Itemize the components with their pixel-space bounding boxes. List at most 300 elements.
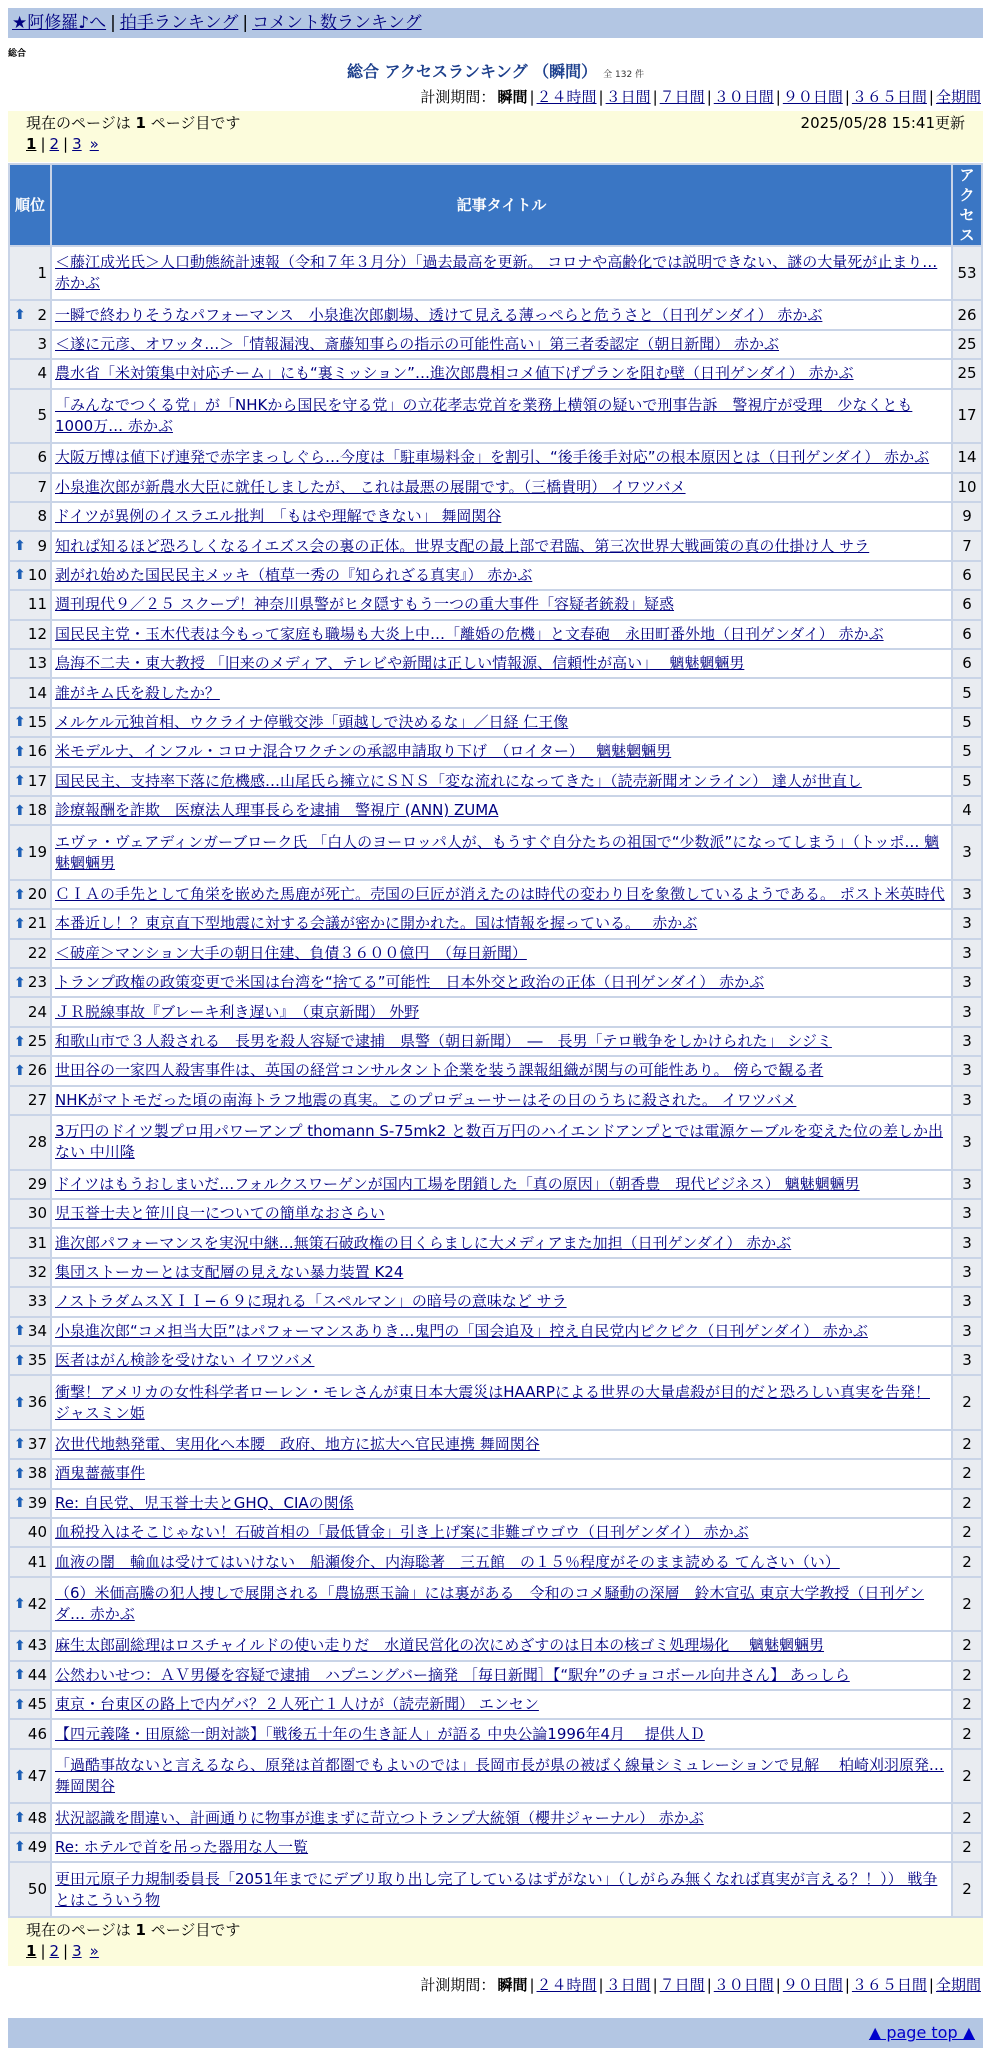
title-cell (52, 1057, 951, 1084)
table-row (10, 910, 981, 937)
rank-cell (10, 591, 50, 618)
article-title-link[interactable]: 公然わいせつ：ＡＶ男優を容疑で逮捕 ハプニングバー摘発 ［毎日新聞］【“駅弁”のチョコボール向井さん】 あっしら (55, 1665, 850, 1684)
title-cell (52, 1632, 951, 1659)
period-7d-link[interactable]: ７日間 (659, 1976, 705, 1994)
article-title-link[interactable]: メルケル元独首相、ウクライナ停戦交渉「頭越しで決めるな」／日経 仁王像 (55, 712, 569, 731)
rank-cell (10, 998, 50, 1025)
rank-up-arrow-icon: ⬆ (14, 567, 26, 584)
rank-number: 40 (27, 1523, 47, 1542)
rank-cell (10, 709, 50, 736)
access-count: 3 (953, 910, 981, 937)
rank-number: 2 (37, 305, 47, 324)
period-3d-link[interactable]: ３日間 (605, 1976, 651, 1994)
period-all-link[interactable]: 全期間 (935, 1976, 981, 1994)
period-all-link[interactable]: 全期間 (935, 88, 981, 106)
table-row (10, 1750, 981, 1802)
period-365d-link[interactable]: ３６５日間 (851, 1976, 927, 1994)
ranking-table (8, 163, 983, 1918)
article-title-link[interactable]: エヴァ・ヴェアディンガーブローク氏 「白人のヨーロッパ人が、もうすぐ自分たちの祖国で“少数派”になってしまう」（トッポ… 魑魅魍魎男 (55, 832, 940, 872)
title-cell (52, 1662, 951, 1689)
article-title-link[interactable]: 麻生太郎副総理はロスチャイルドの使い走りだ 水道民営化の次にめざすのは日本の核ゴミ処理場化 魑魅魍魎男 (55, 1636, 825, 1655)
title-cell (52, 390, 951, 442)
rank-up-arrow-icon: ⬆ (14, 307, 26, 324)
comment-ranking-link[interactable]: コメント数ランキング (252, 13, 422, 33)
access-count: 3 (953, 1057, 981, 1084)
rank-cell (10, 969, 50, 996)
access-count: 3 (953, 826, 981, 878)
access-count: 2 (953, 1863, 981, 1916)
title-cell (52, 503, 951, 530)
rank-number: 4 (37, 364, 47, 383)
article-title-link[interactable]: NHKがマトモだった頃の南海トラフ地震の真実。このプロデューサーはその日のうちに殺された。 イワツバメ (55, 1090, 797, 1109)
table-row (10, 1259, 981, 1286)
period-365d-link[interactable]: ３６５日間 (851, 88, 927, 106)
article-title-link[interactable]: 剥がれ始めた国民民主メッキ（植草一秀の『知られざる真実』） 赤かぶ (55, 565, 533, 584)
article-title-link[interactable]: ＜遂に元彦、オワッタ…＞「情報漏洩、斎藤知事らの指示の可能性高い」第三者委認定（朝日新聞） 赤かぶ (55, 335, 780, 354)
rank-cell (10, 532, 50, 559)
article-title-link[interactable]: ノストラダムスＸＩＩ−６９に現れる「スペルマン」の暗号の意味など サラ (55, 1292, 567, 1311)
article-title-link[interactable]: 米モデルナ、インフル・コロナ混合ワクチンの承認申請取り下げ （ロイター） 魑魅魍魎男 (55, 742, 672, 761)
article-title-link[interactable]: 大阪万博は値下げ連発で赤字まっしぐら…今度は「駐車場料金」を割引、“後手後手対応”の根本原因とは（日刊ゲンダイ） 赤かぶ (55, 448, 930, 467)
article-title-link[interactable]: 児玉誉士夫と笹川良一についての簡単なおさらい (55, 1204, 385, 1223)
table-row (10, 1632, 981, 1659)
rank-cell (10, 1662, 50, 1689)
article-title-link[interactable]: 知れば知るほど恐ろしくなるイエズス会の裏の正体。世界支配の最上部で君臨、第三次世界大戦画策の真の仕掛け人 サラ (55, 536, 870, 555)
title-cell (52, 1259, 951, 1286)
rank-number: 9 (37, 536, 47, 555)
ranking-heading (0, 59, 991, 82)
title-cell (52, 1288, 951, 1315)
title-cell (52, 1490, 951, 1517)
rank-number: 20 (27, 885, 47, 904)
period-90d-link[interactable]: ９０日間 (782, 1976, 843, 1994)
access-count: 3 (953, 1028, 981, 1055)
article-title-link[interactable]: ＪＲ脱線事故『ブレーキ利き遅い』 （東京新聞） 外野 (55, 1002, 420, 1021)
title-cell (52, 621, 951, 648)
article-title-link[interactable]: 【四元義隆・田原総一朗対談】「戦後五十年の生き証人」が語る 中央公論1996年4月 提供人Ｄ (55, 1724, 705, 1743)
period-24h-link[interactable]: ２４時間 (536, 1976, 597, 1994)
rank-number: 49 (27, 1837, 47, 1856)
rank-cell (10, 1490, 50, 1517)
table-row (10, 1691, 981, 1718)
title-cell (52, 331, 951, 358)
nav-separator: | (242, 13, 249, 33)
rank-number: 46 (27, 1724, 47, 1743)
rank-cell (10, 1347, 50, 1374)
page-separator: | (40, 135, 46, 153)
rank-up-arrow-icon: ⬆ (14, 1465, 26, 1482)
rank-up-arrow-icon: ⬆ (14, 1696, 26, 1713)
title-cell (52, 1578, 951, 1630)
title-cell (52, 910, 951, 937)
rank-up-arrow-icon: ⬆ (14, 773, 26, 790)
next-page-link[interactable]: » (89, 1942, 99, 1960)
period-label: 計測期間： (420, 1976, 496, 1994)
title-cell (52, 1229, 951, 1256)
access-count: 5 (953, 709, 981, 736)
table-row (10, 1229, 981, 1256)
table-row (10, 247, 981, 299)
period-3d-link[interactable]: ３日間 (605, 88, 651, 106)
rank-cell (10, 1691, 50, 1718)
rank-up-arrow-icon: ⬆ (14, 974, 26, 991)
table-row (10, 709, 981, 736)
rank-cell (10, 1578, 50, 1630)
access-count: 4 (953, 797, 981, 824)
rank-number: 18 (27, 801, 47, 820)
rank-cell (10, 1229, 50, 1256)
title-cell (52, 360, 951, 387)
rank-number: 1 (37, 263, 47, 282)
rank-number: 44 (27, 1665, 47, 1684)
rank-cell (10, 1288, 50, 1315)
title-cell (52, 940, 951, 967)
article-title-link[interactable]: 週刊現代９／２５ スクープ！神奈川県警がヒタ隠すもう一つの重大事件「容疑者銃殺」疑惑 (55, 595, 675, 614)
article-title-link[interactable]: 集団ストーカーとは支配層の見えない暴力装置 K24 (55, 1262, 404, 1281)
title-cell (52, 1087, 951, 1114)
rank-number: 35 (27, 1351, 47, 1370)
rank-cell (10, 1834, 50, 1861)
rank-number: 7 (37, 477, 47, 496)
access-count: 2 (953, 1720, 981, 1747)
table-row (10, 562, 981, 589)
access-count: 3 (953, 998, 981, 1025)
access-count: 3 (953, 1288, 981, 1315)
title-cell (52, 998, 951, 1025)
pager-bottom (8, 1918, 983, 1966)
article-title-link[interactable]: 東京・台東区の路上で内ゲバ？２人死亡１人けが（読売新聞） エンセン (55, 1695, 539, 1714)
current-page-post: ページ目です (150, 1921, 241, 1939)
page-2-link[interactable]: 2 (49, 1942, 60, 1960)
access-count: 2 (953, 1548, 981, 1575)
page-separator: | (40, 1942, 46, 1960)
rank-number: 28 (27, 1132, 47, 1151)
next-page-link[interactable]: » (89, 135, 99, 153)
article-title-link[interactable]: 誰がキム氏を殺したか？ (55, 683, 220, 702)
access-count: 5 (953, 738, 981, 765)
rank-cell (10, 797, 50, 824)
rank-number: 29 (27, 1174, 47, 1193)
table-row (10, 679, 981, 706)
article-title-link[interactable]: 農水省「米対策集中対応チーム」にも“裏ミッション”…進次郎農相コメ値下げプランを阻む壁（日刊ゲンダイ） 赤かぶ (55, 364, 854, 383)
table-row (10, 1548, 981, 1575)
access-count: 5 (953, 679, 981, 706)
article-title-link[interactable]: 状況認識を間違い、計画通りに物事が進まずに苛立つトランプ大統領（櫻井ジャーナル） 赤かぶ (55, 1808, 704, 1827)
rank-cell (10, 650, 50, 677)
title-cell (52, 247, 951, 299)
col-header-title: 記事タイトル (52, 165, 951, 245)
rank-number: 6 (37, 448, 47, 467)
rank-cell (10, 360, 50, 387)
period-current: 瞬間 (497, 1976, 528, 1994)
table-row (10, 1662, 981, 1689)
access-count: 9 (953, 503, 981, 530)
table-row (10, 1288, 981, 1315)
article-title-link[interactable]: 更田元原子力規制委員長「2051年までにデブリ取り出し完了しているはずがない」（しがらみ無くなれば真実が言える？！）） 戦争とはこういう物 (55, 1869, 938, 1909)
article-title-link[interactable]: 小泉進次郎“コメ担当大臣”はパフォーマンスありき…鬼門の「国会追及」控え自民党内ピクピク（日刊ゲンダイ） 赤かぶ (55, 1321, 868, 1340)
current-page-text (26, 113, 240, 133)
page-1-current: 1 (26, 135, 37, 153)
rank-cell (10, 1519, 50, 1546)
top-nav-bar (8, 8, 983, 38)
access-count: 2 (953, 1460, 981, 1487)
table-row (10, 1057, 981, 1084)
ranking-table-wrap (8, 163, 983, 1918)
title-cell (52, 1028, 951, 1055)
breadcrumb: 総合 (8, 49, 27, 59)
rank-number: 3 (37, 335, 47, 354)
table-row (10, 738, 981, 765)
rank-cell (10, 1632, 50, 1659)
article-title-link[interactable]: トランプ政権の政策変更で米国は台湾を“捨てる”可能性 日本外交と政治の正体（日刊ゲンダイ） 赤かぶ (55, 973, 765, 992)
title-cell (52, 1720, 951, 1747)
table-row (10, 1087, 981, 1114)
table-row (10, 1834, 981, 1861)
rank-cell (10, 1171, 50, 1198)
rank-number: 17 (27, 771, 47, 790)
rank-cell (10, 474, 50, 501)
rank-number: 32 (27, 1262, 47, 1281)
page-title: 総合 アクセスランキング （瞬間） (346, 62, 598, 81)
col-header-rank: 順位 (10, 165, 50, 245)
rank-up-arrow-icon: ⬆ (14, 1768, 26, 1785)
pager-top (8, 111, 983, 162)
rank-number: 31 (27, 1233, 47, 1252)
title-cell (52, 1200, 951, 1227)
current-page-pre: 現在のページは (26, 1921, 131, 1939)
article-title-link[interactable]: ＣＩＡの手先として角栄を嵌めた馬鹿が死亡。売国の巨匠が消えたのは時代の変わり目を象徴しているようである。 ポスト米英時代 (55, 885, 945, 904)
period-30d-link[interactable]: ３０日間 (713, 1976, 774, 1994)
rank-up-arrow-icon: ⬆ (14, 1495, 26, 1512)
rank-number: 37 (27, 1434, 47, 1453)
access-count: 2 (953, 1691, 981, 1718)
article-title-link[interactable]: 次世代地熱発電、実用化へ本腰 政府、地方に拡大へ官民連携 舞岡関谷 (55, 1434, 540, 1453)
article-title-link[interactable]: 「みんなでつくる党」が「NHKから国民を守る党」の立花孝志党首を業務上横領の疑いで刑事告訴 警視庁が受理 少なくとも1000万… 赤かぶ (55, 395, 913, 435)
rank-number: 34 (27, 1321, 47, 1340)
title-cell (52, 474, 951, 501)
article-title-link[interactable]: ドイツが異例のイスラエル批判 「もはや理解できない」 舞岡関谷 (55, 507, 502, 526)
article-title-link[interactable]: ＜藤江成光氏＞人口動態統計速報（令和７年３月分）「過去最高を更新。 コロナや高齢化では説明できない、謎の大量死が止まり… 赤かぶ (55, 253, 938, 293)
access-count: 2 (953, 1578, 981, 1630)
article-title-link[interactable]: 血液の闇 輸血は受けてはいけない 船瀬俊介、内海聡著 三五館 の１５％程度がそのまま読める てんさい（い） (55, 1552, 840, 1571)
article-title-link[interactable]: 酒鬼薔薇事件 (55, 1464, 146, 1483)
access-count: 2 (953, 1431, 981, 1458)
title-cell (52, 1347, 951, 1374)
rank-cell (10, 679, 50, 706)
page-separator: | (63, 135, 69, 153)
bottom-bar (8, 2018, 983, 2048)
rank-cell (10, 390, 50, 442)
access-count: 17 (953, 390, 981, 442)
rank-cell (10, 562, 50, 589)
rank-cell (10, 738, 50, 765)
rank-number: 5 (37, 406, 47, 425)
table-row (10, 444, 981, 471)
table-row (10, 1200, 981, 1227)
period-selector-bottom: 計測期間： 瞬間 | ２４時間 | ３日間 | ７日間 | ３０日間 | ９０日間 | ３６５日間 | 全期間 (420, 1976, 981, 1994)
access-count: 3 (953, 1347, 981, 1374)
rank-number: 21 (27, 914, 47, 933)
article-title-link[interactable]: 鳥海不二夫・東大教授 「旧来のメディア、テレビや新聞は正しい情報源、信頼性が高い」 魑魅魍魎男 (55, 654, 745, 673)
table-row (10, 881, 981, 908)
article-title-link[interactable]: 血税投入はそこじゃない！石破首相の「最低賃金」引き上げ案に非難ゴウゴウ（日刊ゲンダイ） 赤かぶ (55, 1523, 749, 1542)
title-cell (52, 969, 951, 996)
article-title-link[interactable]: 衝撃！アメリカの女性科学者ローレン・モレさんが東日本大震災はHAARPによる世界の大量虐殺が目的だと恐ろしい真実を告発！ ジャスミン姫 (55, 1382, 930, 1422)
article-title-link[interactable]: 国民民主党・玉木代表は今もって家庭も職場も大炎上中…「離婚の危機」と文春砲 永田町番外地（日刊ゲンダイ） 赤かぶ (55, 624, 884, 643)
rank-number: 36 (27, 1393, 47, 1412)
rank-number: 24 (27, 1002, 47, 1021)
title-cell (52, 1750, 951, 1802)
rank-number: 50 (27, 1880, 47, 1899)
rank-cell (10, 1750, 50, 1802)
rank-number: 16 (27, 742, 47, 761)
period-current: 瞬間 (497, 88, 528, 106)
title-cell (52, 1804, 951, 1831)
rank-cell (10, 1057, 50, 1084)
period-24h-link[interactable]: ２４時間 (536, 88, 597, 106)
rank-up-arrow-icon: ⬆ (14, 1033, 26, 1050)
rank-cell (10, 1087, 50, 1114)
access-count: 6 (953, 621, 981, 648)
article-title-link[interactable]: 「過酷事故ないと言えるなら、原発は首都圏でもよいのでは」長岡市長が県の被ばく線量シミュレーションで見解 柏崎刈羽原発… 舞岡関谷 (55, 1756, 944, 1796)
table-row (10, 940, 981, 967)
rank-cell (10, 1863, 50, 1916)
rank-number: 14 (27, 683, 47, 702)
rank-up-arrow-icon: ⬆ (14, 1596, 26, 1613)
article-title-link[interactable]: Re: 自民党、児玉誉士夫とGHQ、CIAの関係 (55, 1493, 354, 1512)
article-title-link[interactable]: 一瞬で終わりそうなパフォーマンス 小泉進次郎劇場、透けて見える薄っぺらと危うさと（日刊ゲンダイ） 赤かぶ (55, 305, 823, 324)
article-title-link[interactable]: ドイツはもうおしまいだ…フォルクスワーゲンが国内工場を閉鎖した「真の原因」（朝香豊 現代ビジネス） 魑魅魍魎男 (55, 1174, 860, 1193)
access-count: 5 (953, 768, 981, 795)
current-page-pre: 現在のページは (26, 114, 131, 132)
period-90d-link[interactable]: ９０日間 (782, 88, 843, 106)
col-header-count: アクセス (953, 165, 981, 245)
table-row (10, 301, 981, 328)
rank-up-arrow-icon: ⬆ (14, 1839, 26, 1856)
table-row (10, 1318, 981, 1345)
rank-number: 13 (27, 654, 47, 673)
rank-cell (10, 1720, 50, 1747)
rank-number: 30 (27, 1204, 47, 1223)
rank-cell (10, 1460, 50, 1487)
title-cell (52, 1376, 951, 1428)
access-count: 6 (953, 562, 981, 589)
rank-number: 48 (27, 1808, 47, 1827)
rank-up-arrow-icon: ⬆ (14, 915, 26, 932)
rank-number: 26 (27, 1061, 47, 1080)
title-cell (52, 1116, 951, 1168)
rank-number: 8 (37, 507, 47, 526)
page-separator: | (63, 1942, 69, 1960)
access-count: 10 (953, 474, 981, 501)
page-3-link[interactable]: 3 (72, 1942, 82, 1960)
rank-number: 42 (27, 1594, 47, 1613)
period-selector-top: 計測期間： 瞬間 | ２４時間 | ３日間 | ７日間 | ３０日間 | ９０日間 | ３６５日間 | 全期間 (420, 88, 981, 106)
table-row (10, 503, 981, 530)
rank-number: 19 (27, 843, 47, 862)
table-row (10, 1431, 981, 1458)
current-page-number: 1 (135, 114, 146, 132)
period-7d-link[interactable]: ７日間 (659, 88, 705, 106)
rank-number: 10 (27, 565, 47, 584)
table-row (10, 998, 981, 1025)
rank-number: 33 (27, 1292, 47, 1311)
article-title-link[interactable]: 診療報酬を詐欺 医療法人理事長らを逮捕 警視庁 (ANN) ZUMA (55, 801, 499, 820)
table-row (10, 768, 981, 795)
access-count: 25 (953, 331, 981, 358)
total-count: 全 132 件 (603, 70, 645, 80)
title-cell (52, 1318, 951, 1345)
rank-number: 15 (27, 712, 47, 731)
table-row (10, 1460, 981, 1487)
rank-cell (10, 1200, 50, 1227)
title-cell (52, 768, 951, 795)
title-cell (52, 650, 951, 677)
rank-cell (10, 940, 50, 967)
nav-separator: | (110, 13, 116, 33)
clap-ranking-link[interactable]: 拍手ランキング (119, 13, 239, 33)
article-title-link[interactable]: 和歌山市で３人殺される 長男を殺人容疑で逮捕 県警（朝日新聞） ― 長男「テロ戦争をしかけられた」 シジミ (55, 1032, 832, 1051)
access-count: 26 (953, 301, 981, 328)
article-title-link[interactable]: 進次郎パフォーマンスを実況中継…無策石破政権の目くらましに大メディアまた加担（日刊ゲンダイ） 赤かぶ (55, 1233, 792, 1252)
table-row (10, 1028, 981, 1055)
title-cell (52, 1460, 951, 1487)
page-1-current: 1 (26, 1942, 37, 1960)
period-30d-link[interactable]: ３０日間 (713, 88, 774, 106)
article-title-link[interactable]: 医者はがん検診を受けない イワツバメ (55, 1351, 315, 1370)
rank-cell (10, 444, 50, 471)
access-count: 3 (953, 1200, 981, 1227)
article-title-link[interactable]: 本番近し！？東京直下型地震に対する会議が密かに開かれた。国は情報を握っている。 赤かぶ (55, 914, 698, 933)
rank-up-arrow-icon: ⬆ (14, 538, 26, 555)
current-page-text-bottom (26, 1920, 240, 1940)
rank-cell (10, 247, 50, 299)
page-top-link[interactable]: ▲ page top ▲ (868, 2023, 975, 2042)
page-2-link[interactable]: 2 (49, 135, 60, 153)
article-title-link[interactable]: ＜破産＞マンション大手の朝日住建、負債３６００億円 （毎日新聞） (55, 943, 527, 962)
rank-cell (10, 910, 50, 937)
site-home-link[interactable]: ★阿修羅♪へ (12, 13, 107, 33)
article-title-link[interactable]: 世田谷の一家四人殺害事件は、英国の経営コンサルタント企業を装う課報組織が関与の可能性あり。 傍らで観る者 (55, 1061, 824, 1080)
table-row (10, 1116, 981, 1168)
access-count: 2 (953, 1376, 981, 1428)
rank-cell (10, 503, 50, 530)
access-count: 25 (953, 360, 981, 387)
rank-up-arrow-icon: ⬆ (14, 1810, 26, 1827)
table-row (10, 1804, 981, 1831)
table-row (10, 1490, 981, 1517)
access-count: 2 (953, 1490, 981, 1517)
title-cell (52, 881, 951, 908)
article-title-link[interactable]: 国民民主、支持率下落に危機感…山尾氏ら擁立にＳＮＳ「変な流れになってきた」（読売新聞オンライン） 達人が世直し (55, 771, 862, 790)
access-count: 3 (953, 1087, 981, 1114)
table-row (10, 1519, 981, 1546)
article-title-link[interactable]: （6）米価高騰の犯人捜しで展開される「農協悪玉論」には裏がある 令和のコメ騒動の深層 鈴木宣弘 東京大学教授（日刊ゲンダ… 赤かぶ (55, 1584, 925, 1624)
rank-cell (10, 1804, 50, 1831)
title-cell (52, 1691, 951, 1718)
article-title-link[interactable]: 3万円のドイツ製プロ用パワーアンプ thomann S-75mk2 と数百万円のハイエンドアンプとでは電源ケーブルを変えた位の差しか出ない 中川隆 (55, 1122, 943, 1162)
page-3-link[interactable]: 3 (72, 135, 82, 153)
rank-up-arrow-icon: ⬆ (14, 1667, 26, 1684)
title-cell (52, 591, 951, 618)
title-cell (52, 1834, 951, 1861)
rank-number: 11 (27, 595, 47, 614)
rank-cell (10, 881, 50, 908)
article-title-link[interactable]: 小泉進次郎が新農水大臣に就任しましたが、 これは最悪の展開です。（三橋貴明） イワツバメ (55, 477, 686, 496)
title-cell (52, 444, 951, 471)
access-count: 2 (953, 1834, 981, 1861)
article-title-link[interactable]: Re: ホテルで首を吊った器用な人一覧 (55, 1837, 309, 1856)
